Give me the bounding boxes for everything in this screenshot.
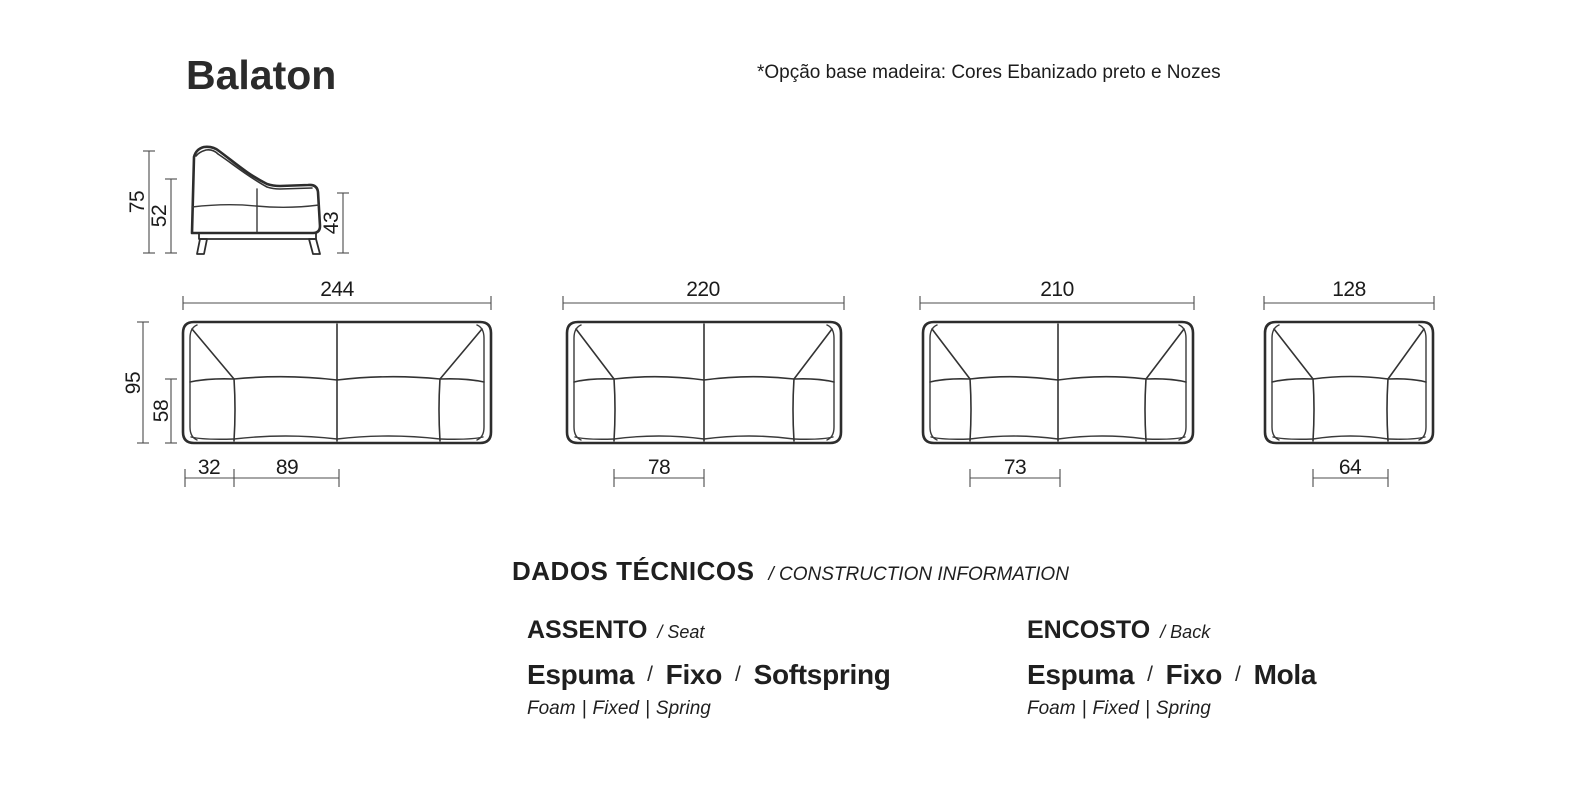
material-separator-en: | [1144, 698, 1150, 719]
front-cushion-wave [1313, 436, 1388, 439]
left-arm-diagonal [192, 329, 234, 379]
product-title: Balaton [186, 52, 337, 98]
front-right-wave [1388, 437, 1425, 439]
material-item: Mola [1253, 659, 1317, 690]
material-separator: / [1147, 663, 1153, 686]
dim-label-arm-width: 32 [197, 456, 221, 479]
technical-section-heading [512, 556, 1069, 587]
top-view-armchair-128 [1230, 278, 1460, 493]
material-separator: / [1235, 663, 1241, 686]
material-item-en: Foam [1027, 698, 1076, 719]
right-arm-inner-line [439, 379, 440, 441]
sofa-outline [1265, 322, 1433, 443]
left-arm-diagonal [932, 329, 970, 379]
dim-label-width: 128 [1332, 278, 1366, 301]
side-back-inner-line [196, 150, 312, 189]
seat-back-line [1272, 377, 1426, 383]
left-arm-diagonal [576, 329, 614, 379]
material-separator: / [647, 663, 653, 686]
dim-label-arm-height: 43 [320, 211, 343, 235]
right-arm-diagonal [440, 329, 482, 379]
material-item: Fixo [665, 659, 723, 690]
left-arm-inner-line [614, 379, 615, 441]
back-title-en: / Back [1160, 622, 1211, 642]
left-arm-inner-line [970, 379, 971, 441]
front-right-wave [794, 437, 833, 439]
material-item: Softspring [753, 659, 891, 690]
dim-label-width: 220 [686, 278, 720, 301]
back-title: ENCOSTO [1027, 616, 1151, 644]
front-left-wave [575, 437, 614, 439]
top-view-sofa-244 [120, 278, 500, 493]
seat-materials-row-en [527, 698, 987, 720]
material-item: Espuma [527, 659, 635, 690]
dim-label-depth: 95 [122, 371, 145, 395]
dim-label-seat-width: 78 [647, 456, 671, 479]
right-arm-diagonal [794, 329, 832, 379]
seat-spec-column [527, 616, 987, 720]
dim-label-seat-width: 89 [275, 456, 299, 479]
side-sofa-outline [192, 147, 320, 233]
right-arm-inner-line [793, 379, 794, 441]
top-view-sofa-210 [890, 278, 1220, 493]
side-view-drawing [126, 143, 361, 261]
side-left-leg [197, 239, 207, 254]
front-right-wave [1146, 437, 1185, 439]
front-left-wave [1273, 437, 1313, 439]
dim-label-seat-width: 64 [1338, 456, 1362, 479]
material-item-en: Fixed [1092, 698, 1139, 719]
dim-label-total-height: 75 [126, 190, 149, 214]
side-right-leg [309, 239, 320, 254]
side-base-rail [199, 233, 316, 239]
dim-label-back-height: 52 [148, 204, 171, 228]
right-arm-inner-line [1387, 379, 1388, 441]
material-item-en: Fixed [592, 698, 639, 719]
material-separator-en: | [581, 698, 587, 719]
right-arm-inner-line [1145, 379, 1146, 441]
material-item-en: Foam [527, 698, 576, 719]
dim-label-width: 210 [1040, 278, 1074, 301]
material-separator: / [735, 663, 741, 686]
right-arm-diagonal [1388, 329, 1424, 379]
front-left-wave [191, 437, 234, 439]
side-mid-seam [192, 205, 319, 208]
technical-heading-en: / CONSTRUCTION INFORMATION [768, 564, 1069, 585]
left-arm-inner-line [1313, 379, 1314, 441]
front-right-wave [440, 437, 483, 439]
back-materials-row-en [1027, 698, 1487, 720]
material-item-en: Spring [1155, 698, 1211, 719]
left-arm-inner-line [234, 379, 235, 441]
seat-materials-row [527, 659, 987, 691]
wood-base-note: *Opção base madeira: Cores Ebanizado preto e Nozes [757, 62, 1221, 83]
seat-spec-title-row [527, 616, 987, 645]
material-item: Fixo [1165, 659, 1223, 690]
dim-label-width: 244 [320, 278, 354, 301]
material-item: Espuma [1027, 659, 1135, 690]
seat-title: ASSENTO [527, 616, 648, 644]
material-separator-en: | [644, 698, 650, 719]
material-separator-en: | [1081, 698, 1087, 719]
top-view-sofa-220 [540, 278, 870, 493]
material-item-en: Spring [655, 698, 711, 719]
front-left-wave [931, 437, 970, 439]
dim-label-seat-depth: 58 [150, 399, 173, 423]
back-spec-title-row [1027, 616, 1487, 645]
right-arm-diagonal [1146, 329, 1184, 379]
back-materials-row [1027, 659, 1487, 691]
left-arm-diagonal [1274, 329, 1313, 379]
back-spec-column [1027, 616, 1487, 720]
dim-label-seat-width: 73 [1003, 456, 1027, 479]
technical-heading-pt: DADOS TÉCNICOS [512, 556, 755, 586]
seat-title-en: / Seat [657, 622, 705, 642]
